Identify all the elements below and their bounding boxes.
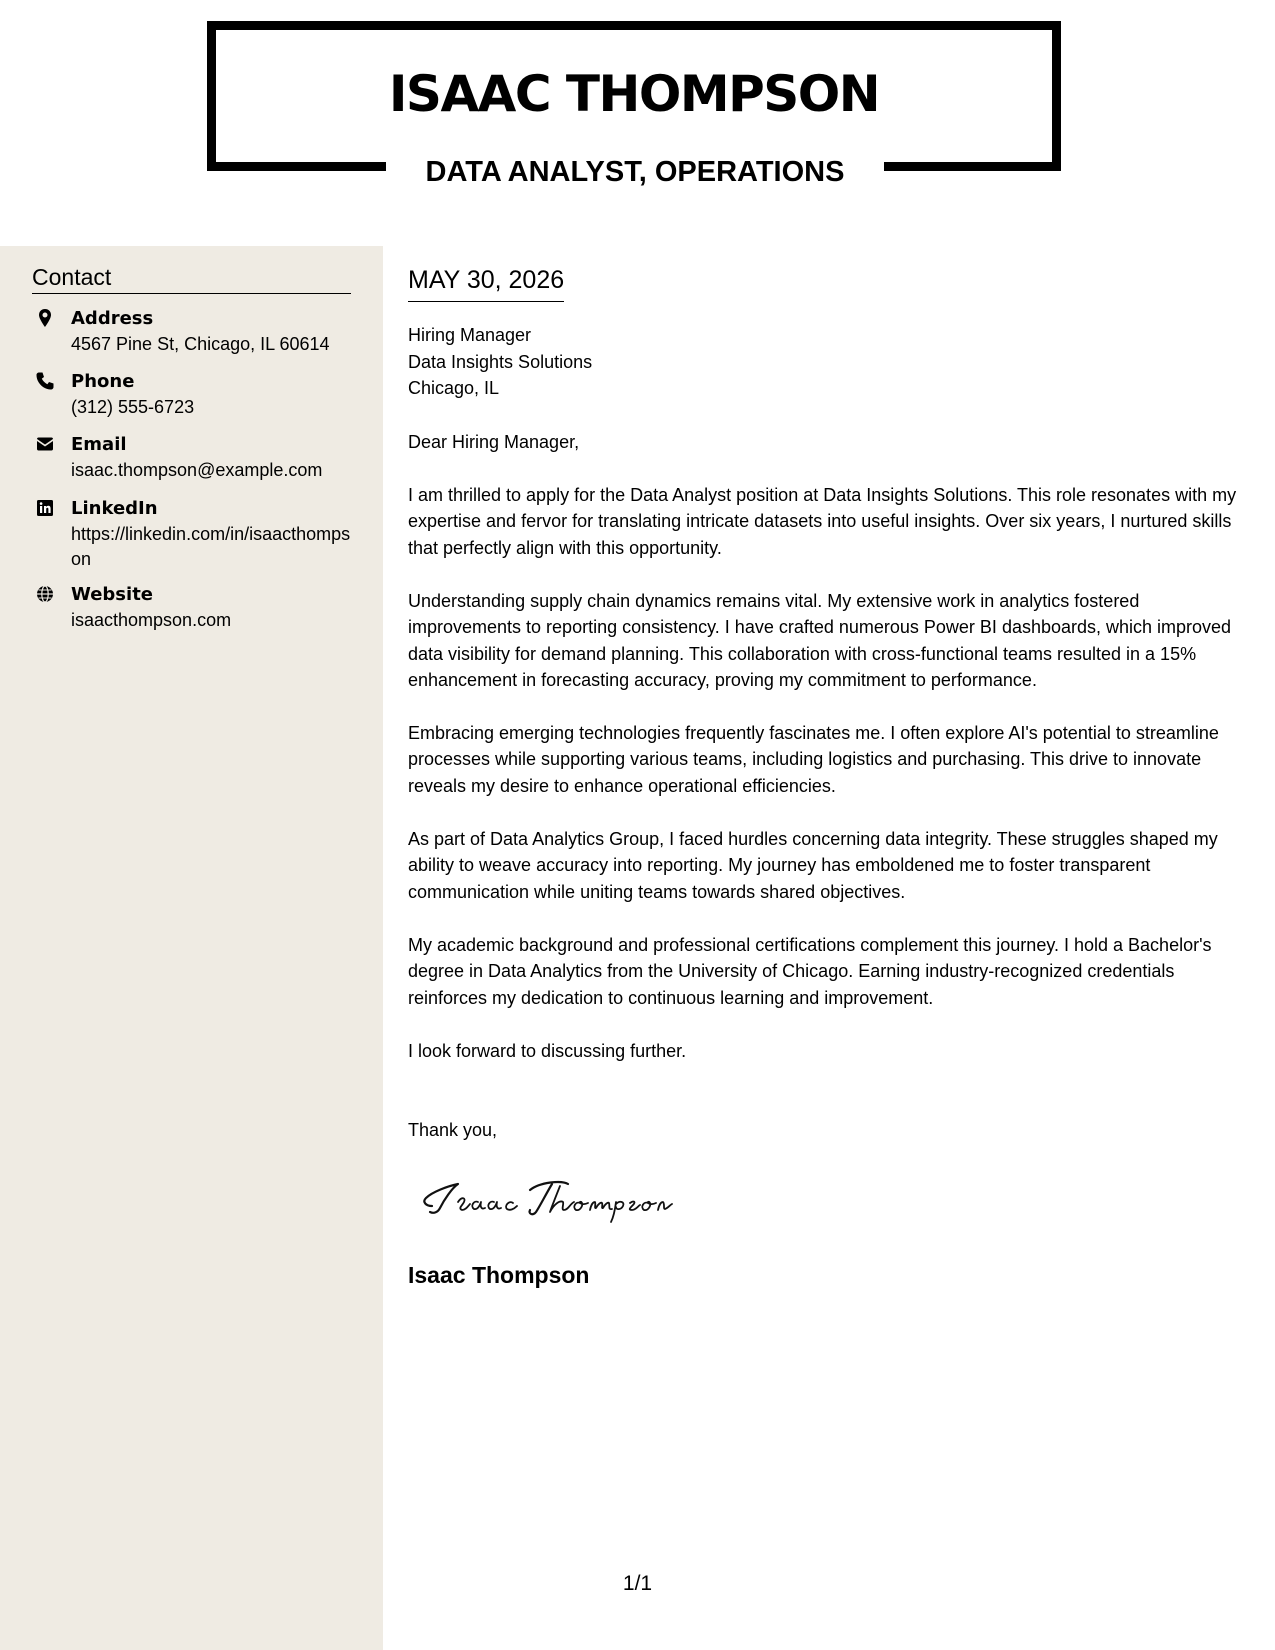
handwritten-signature (418, 1172, 678, 1224)
letter-paragraph: As part of Data Analytics Group, I faced hurdles concerning data integrity. These struggles shaped my ability to weave accuracy into reporting. My journey has emboldened me to foster transparent communication while uniting teams towards shared objectives. (408, 829, 1218, 902)
letter-paragraph: Embracing emerging technologies frequently fascinates me. I often explore AI's potential to streamline processes while supporting various teams, including logistics and purchasing. This drive to innovate reveals my desire to enhance operational efficiencies. (408, 723, 1219, 796)
signer-name: Isaac Thompson (408, 1262, 590, 1288)
recipient-line: Data Insights Solutions (408, 351, 593, 372)
globe-icon (35, 584, 55, 604)
phone-icon (35, 371, 55, 391)
recipient-block (408, 322, 592, 402)
job-title: DATA ANALYST, OPERATIONS (425, 156, 845, 188)
phone-value: (312) 555-6723 (71, 397, 195, 417)
contact-sidebar (0, 246, 383, 1650)
envelope-icon (35, 434, 55, 454)
contact-label: Website (71, 584, 154, 605)
closing-line: I look forward to discussing further. (408, 1041, 687, 1061)
address-value: 4567 Pine St, Chicago, IL 60614 (71, 334, 330, 354)
recipient-line: Chicago, IL (408, 378, 500, 398)
contact-label: Email (71, 434, 127, 455)
contact-label: LinkedIn (71, 498, 158, 519)
map-pin-icon (35, 308, 55, 328)
contact-heading: Contact (32, 262, 351, 294)
applicant-name: ISAAC THOMPSON (388, 65, 880, 123)
letter-date: MAY 30, 2026 (408, 264, 564, 302)
linkedin-icon (35, 498, 55, 518)
sign-off: Thank you, (408, 1120, 498, 1140)
salutation: Dear Hiring Manager, (408, 432, 580, 452)
website-value[interactable]: isaacthompson.com (71, 610, 232, 630)
recipient-line: Hiring Manager (408, 325, 532, 345)
email-value: isaac.thompson@example.com (71, 460, 323, 480)
letter-paragraph: I am thrilled to apply for the Data Analyst position at Data Insights Solutions. This role resonates with my expertise and fervor for translating intricate datasets into useful insights. Over six years, I nurtured skills that perfectly align with this opportunity. (408, 485, 1237, 558)
letter-paragraph: Understanding supply chain dynamics remains vital. My extensive work in analytics fostered improvements to reporting consistency. I have crafted numerous Power BI dashboards, which improved data visibility for demand planning. This collaboration with cross-functional teams resulted in a 15% enhancement in forecasting accuracy, proving my commitment to performance. (408, 591, 1232, 690)
contact-label: Phone (71, 371, 135, 392)
linkedin-value[interactable]: https://linkedin.com/in/isaacthompson (71, 524, 351, 569)
contact-label: Address (71, 308, 154, 329)
letter-paragraph: My academic background and professional certifications complement this journey. I hold a Bachelor's degree in Data Analytics from the University of Chicago. Earning industry-recognized credentials reinforces my dedication to continuous learning and improvement. (408, 935, 1212, 1008)
page-number: 1/1 (622, 1572, 653, 1595)
